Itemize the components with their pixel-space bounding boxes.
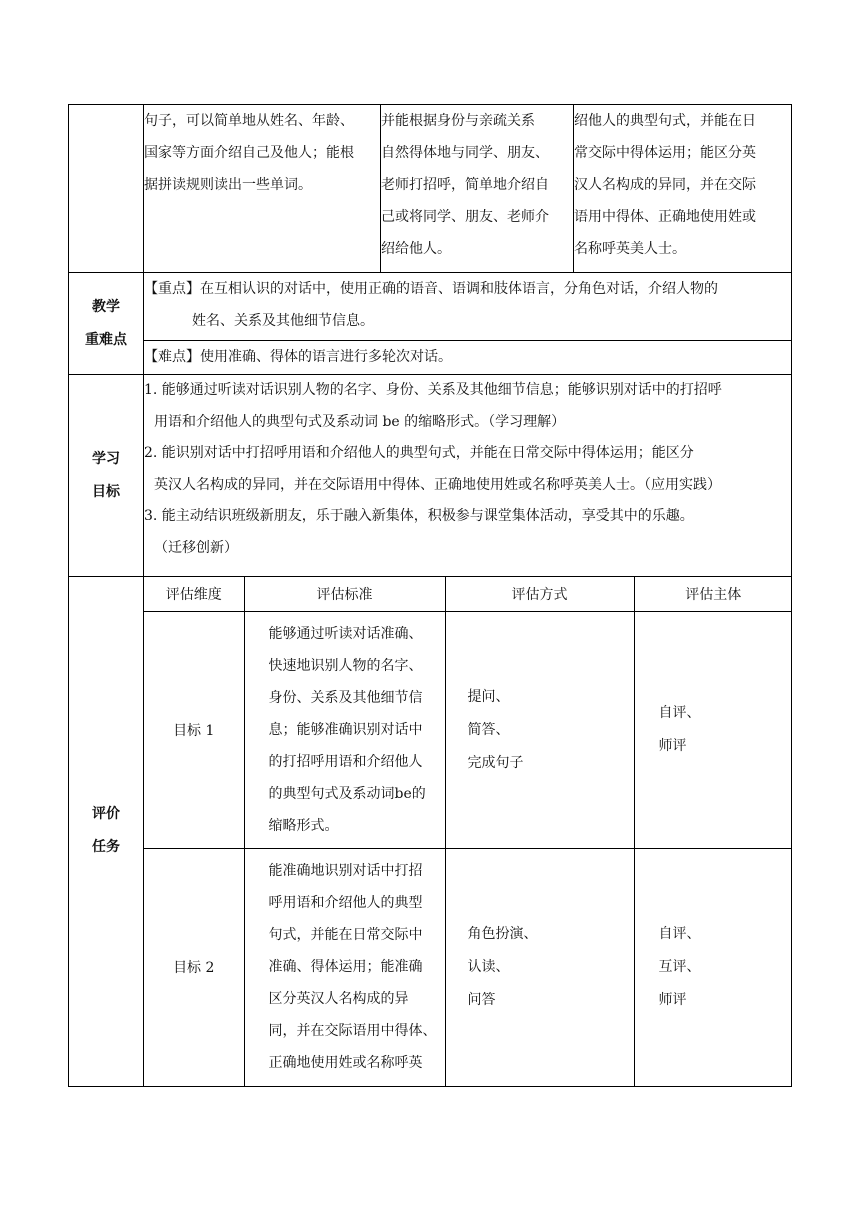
subject-cell (634, 849, 792, 1086)
objective-item (144, 375, 791, 438)
key-points-label (69, 273, 144, 375)
text-line: 准确、得体运用；能准确 (268, 959, 423, 975)
method-cell (445, 849, 634, 1086)
subject-item: 自评、 (658, 705, 701, 721)
header-subject: 评估主体 (634, 577, 792, 612)
basic-level-cell (144, 105, 381, 273)
objective-item (144, 501, 791, 564)
text-line: 句式，并能在日常交际中 (268, 927, 423, 943)
dimension-cell: 目标 2 (144, 849, 244, 1086)
evaluation-row (69, 577, 792, 1087)
evaluation-table (144, 577, 792, 1086)
text-line: 身份、关系及其他细节信 (268, 690, 423, 706)
learning-objectives-row (69, 375, 792, 577)
objective-text: 1. 能够通过听读对话识别人物的名字、身份、关系及其他细节信息；能够识别对话中的打招呼 (144, 382, 722, 398)
label-line: 教学 (92, 298, 120, 315)
subject-item: 师评 (658, 991, 687, 1008)
objective-text-cont: （迁移创新） (154, 539, 238, 556)
objective-text-cont: 用语和介绍他人的典型句式及系动词 be 的缩略形式。（学习理解） (154, 413, 566, 430)
text-line: 自然得体地与同学、朋友、 (381, 145, 549, 161)
text-line: 的打招呼用语和介绍他人 (268, 754, 423, 770)
method-item: 提问、 (467, 688, 510, 705)
method-item: 简答、 (467, 721, 510, 738)
table-row (144, 849, 792, 1086)
text-line: 汉人名构成的异同，并在交际 (574, 177, 756, 193)
header-standard: 评估标准 (244, 577, 445, 612)
header-method: 评估方式 (445, 577, 634, 612)
empty-label-cell (69, 105, 144, 273)
label-line: 学习 (92, 450, 120, 467)
text-line: 绍给他人。 (381, 241, 451, 257)
objectives-continuation-row (69, 105, 792, 273)
lesson-plan-table (68, 104, 792, 1087)
method-item: 角色扮演、 (467, 925, 538, 942)
middle-level-cell (381, 105, 574, 273)
text-line: 国家等方面介绍自己及他人；能根 (144, 145, 354, 161)
text-line: 常交际中得体运用；能区分英 (574, 145, 756, 161)
evaluation-header-row (144, 577, 792, 612)
objective-text: 3. 能主动结识班级新朋友，乐于融入新集体，积极参与课堂集体活动，享受其中的乐趣。 (144, 508, 694, 524)
objective-item (144, 438, 791, 501)
text-line: 语用中得体、正确地使用姓或 (574, 209, 756, 225)
objective-text: 2. 能识别对话中打招呼用语和介绍他人的典型句式，并能在日常交际中得体运用；能区分 (144, 445, 694, 461)
objectives-list (144, 375, 792, 577)
method-item: 完成句子 (467, 754, 524, 771)
method-item: 认读、 (467, 958, 510, 975)
standard-cell (244, 612, 445, 849)
label-line: 评价 (92, 806, 120, 823)
difficulty-text: 【难点】使用准确、得体的语言进行多轮次对话。 (144, 349, 452, 365)
dimension-cell: 目标 1 (144, 612, 244, 849)
text-line: 呼用语和介绍他人的典型 (268, 895, 423, 911)
learning-objectives-label (69, 375, 144, 577)
text-line: 绍他人的典型句式，并能在日 (574, 113, 756, 129)
standard-cell (244, 849, 445, 1086)
text-line: 己或将同学、朋友、老师介 (381, 209, 549, 225)
evaluation-table-cell (144, 577, 792, 1087)
text-line: 正确地使用姓或名称呼英 (268, 1055, 423, 1071)
text-line: 同，并在交际语用中得体、 (268, 1023, 437, 1039)
text-line: 缩略形式。 (268, 818, 339, 834)
subject-item: 互评、 (658, 958, 701, 975)
key-points-row-focus (69, 273, 792, 341)
text-line: 区分英汉人名构成的异 (268, 991, 409, 1007)
evaluation-label (69, 577, 144, 1087)
text-line: 老师打招呼，简单地介绍自 (381, 177, 549, 193)
subject-cell (634, 612, 792, 849)
advanced-level-cell (574, 105, 792, 273)
focus-point-text-cont: 姓名、关系及其他细节信息。 (192, 313, 374, 329)
header-dimension: 评估维度 (144, 577, 244, 612)
method-item: 问答 (467, 991, 496, 1008)
focus-point-text: 【重点】在互相认识的对话中，使用正确的语音、语调和肢体语言，分角色对话，介绍人物的 (144, 281, 718, 297)
objective-text-cont: 英汉人名构成的异同，并在交际语用中得体、正确地使用姓或名称呼英美人士。（应用实践） (154, 476, 721, 493)
label-line: 目标 (92, 483, 120, 500)
text-line: 的典型句式及系动词be的 (268, 786, 426, 802)
method-cell (445, 612, 634, 849)
text-line: 名称呼英美人士。 (574, 241, 686, 257)
text-line: 能准确地识别对话中打招 (268, 863, 423, 879)
text-line: 息；能够准确识别对话中 (268, 722, 423, 738)
text-line: 句子，可以简单地从姓名、年龄、 (144, 113, 354, 129)
text-line: 快速地识别人物的名字、 (268, 658, 423, 674)
subject-item: 自评、 (658, 925, 701, 942)
table-row (144, 612, 792, 849)
label-line: 任务 (92, 839, 120, 856)
text-line: 据拼读规则读出一些单词。 (144, 177, 312, 193)
subject-item: 师评 (658, 738, 687, 754)
key-points-row-difficulty (69, 341, 792, 375)
text-line: 能够通过听读对话准确、 (268, 626, 423, 642)
text-line: 并能根据身份与亲疏关系 (381, 113, 535, 129)
focus-point-cell (144, 273, 792, 341)
label-line: 重难点 (85, 331, 127, 348)
difficulty-cell (144, 341, 792, 375)
